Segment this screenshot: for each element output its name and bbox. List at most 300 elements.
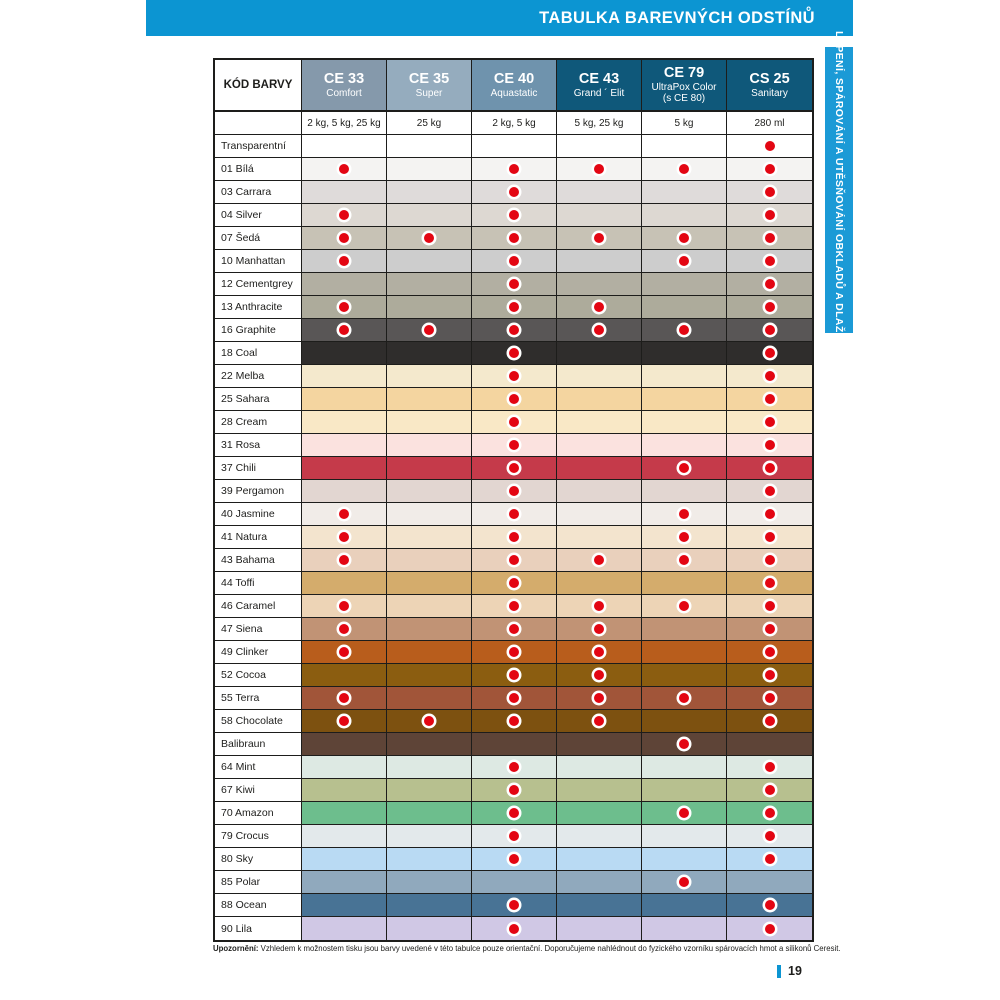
color-swatch-cell [472, 618, 557, 641]
color-swatch-cell [387, 296, 472, 319]
color-swatch-cell [642, 687, 727, 710]
color-swatch-cell [472, 710, 557, 733]
pack-size-cell: 25 kg [387, 112, 472, 135]
availability-dot-icon [679, 601, 689, 611]
availability-dot-icon [594, 624, 604, 634]
color-swatch-cell [472, 388, 557, 411]
color-swatch-cell [472, 802, 557, 825]
availability-dot-icon [339, 532, 349, 542]
page-title: TABULKA BAREVNÝCH ODSTÍNŮ [539, 8, 815, 27]
availability-dot-icon [509, 187, 519, 197]
color-swatch-cell [302, 871, 387, 894]
color-swatch-cell [727, 917, 812, 940]
availability-dot-icon [765, 463, 775, 473]
color-swatch-cell [472, 181, 557, 204]
availability-dot-icon [765, 716, 775, 726]
availability-dot-icon [509, 256, 519, 266]
availability-dot-icon [509, 394, 519, 404]
row-label: 52 Cocoa [215, 664, 302, 687]
availability-dot-icon [509, 279, 519, 289]
row-label: 40 Jasmine [215, 503, 302, 526]
availability-dot-icon [765, 394, 775, 404]
color-swatch-cell [727, 480, 812, 503]
color-swatch-cell [642, 273, 727, 296]
row-label: 79 Crocus [215, 825, 302, 848]
row-label: 28 Cream [215, 411, 302, 434]
color-swatch-cell [727, 526, 812, 549]
product-code: CE 43 [578, 70, 620, 87]
color-swatch-cell [302, 526, 387, 549]
color-swatch-cell [557, 664, 642, 687]
availability-dot-icon [594, 647, 604, 657]
availability-dot-icon [765, 302, 775, 312]
color-swatch-cell [727, 664, 812, 687]
color-swatch-cell [387, 434, 472, 457]
color-swatch-cell [557, 319, 642, 342]
product-code: CS 25 [749, 70, 790, 87]
availability-dot-icon [765, 440, 775, 450]
availability-dot-icon [509, 463, 519, 473]
color-swatch-cell [302, 434, 387, 457]
color-swatch-cell [387, 503, 472, 526]
color-swatch-cell [302, 480, 387, 503]
color-swatch-cell [727, 181, 812, 204]
availability-dot-icon [679, 164, 689, 174]
availability-dot-icon [509, 900, 519, 910]
color-swatch-cell [472, 825, 557, 848]
availability-dot-icon [509, 440, 519, 450]
color-swatch-cell [557, 572, 642, 595]
availability-dot-icon [509, 233, 519, 243]
color-swatch-cell [642, 365, 727, 388]
page-number-bar-icon [777, 965, 781, 978]
color-swatch-cell [472, 411, 557, 434]
availability-dot-icon [509, 831, 519, 841]
color-swatch-cell [727, 204, 812, 227]
color-swatch-cell [387, 549, 472, 572]
color-swatch-cell [472, 319, 557, 342]
color-swatch-cell [557, 526, 642, 549]
row-label: 47 Siena [215, 618, 302, 641]
availability-dot-icon [339, 256, 349, 266]
color-swatch-cell [727, 687, 812, 710]
availability-dot-icon [679, 233, 689, 243]
availability-dot-icon [339, 716, 349, 726]
availability-dot-icon [765, 831, 775, 841]
color-swatch-cell [472, 457, 557, 480]
color-swatch-cell [557, 342, 642, 365]
color-swatch-cell [557, 894, 642, 917]
color-swatch-cell [557, 158, 642, 181]
color-swatch-cell [472, 595, 557, 618]
color-swatch-cell [387, 158, 472, 181]
color-swatch-cell [302, 342, 387, 365]
availability-dot-icon [679, 693, 689, 703]
product-name: Grand ´ Elit [573, 87, 625, 99]
availability-dot-icon [765, 762, 775, 772]
color-swatch-cell [642, 549, 727, 572]
color-swatch-cell [302, 135, 387, 158]
color-swatch-cell [472, 687, 557, 710]
color-swatch-cell [727, 894, 812, 917]
pack-size-cell: 5 kg [642, 112, 727, 135]
product-name: Sanitary [751, 87, 788, 99]
color-swatch-cell [302, 503, 387, 526]
color-swatch-cell [472, 572, 557, 595]
color-swatch-cell [472, 549, 557, 572]
color-swatch-cell [472, 503, 557, 526]
color-swatch-cell [557, 595, 642, 618]
color-swatch-cell [472, 158, 557, 181]
page-number-block [777, 964, 802, 978]
product-name: Comfort [326, 87, 362, 99]
pack-size-cell: 2 kg, 5 kg, 25 kg [302, 112, 387, 135]
table-corner-header: KÓD BARVY [215, 60, 302, 112]
availability-dot-icon [765, 601, 775, 611]
availability-dot-icon [509, 716, 519, 726]
color-swatch-cell [642, 664, 727, 687]
row-label: 55 Terra [215, 687, 302, 710]
availability-dot-icon [679, 532, 689, 542]
color-swatch-cell [387, 894, 472, 917]
color-swatch-cell [472, 526, 557, 549]
availability-dot-icon [339, 325, 349, 335]
footnote-label: Upozornění: [213, 944, 259, 953]
color-swatch-cell [557, 756, 642, 779]
availability-dot-icon [765, 486, 775, 496]
availability-dot-icon [765, 187, 775, 197]
row-label: 70 Amazon [215, 802, 302, 825]
color-swatch-cell [727, 733, 812, 756]
availability-dot-icon [339, 164, 349, 174]
color-swatch-cell [727, 227, 812, 250]
availability-dot-icon [765, 509, 775, 519]
color-swatch-cell [387, 135, 472, 158]
color-swatch-cell [302, 388, 387, 411]
column-header-ce-79 [642, 60, 727, 112]
availability-dot-icon [765, 141, 775, 151]
color-swatch-cell [302, 664, 387, 687]
availability-dot-icon [765, 808, 775, 818]
availability-dot-icon [509, 210, 519, 220]
color-swatch-cell [387, 618, 472, 641]
color-swatch-cell [642, 480, 727, 503]
availability-dot-icon [339, 302, 349, 312]
color-swatch-cell [302, 572, 387, 595]
color-swatch-cell [642, 641, 727, 664]
availability-dot-icon [509, 417, 519, 427]
color-swatch-cell [472, 917, 557, 940]
row-label: 44 Toffi [215, 572, 302, 595]
color-swatch-cell [302, 296, 387, 319]
color-swatch-cell [727, 572, 812, 595]
availability-dot-icon [765, 210, 775, 220]
color-swatch-cell [557, 480, 642, 503]
color-swatch-cell [472, 641, 557, 664]
color-swatch-cell [727, 411, 812, 434]
color-swatch-cell [557, 388, 642, 411]
color-swatch-cell [642, 894, 727, 917]
availability-dot-icon [765, 854, 775, 864]
availability-dot-icon [765, 924, 775, 934]
color-swatch-cell [387, 204, 472, 227]
color-swatch-cell [557, 457, 642, 480]
color-swatch-cell [557, 296, 642, 319]
row-label: 07 Šedá [215, 227, 302, 250]
color-swatch-cell [642, 848, 727, 871]
availability-dot-icon [594, 555, 604, 565]
availability-dot-icon [509, 555, 519, 565]
color-swatch-cell [302, 848, 387, 871]
row-label: 46 Caramel [215, 595, 302, 618]
color-swatch-cell [302, 825, 387, 848]
availability-dot-icon [765, 325, 775, 335]
availability-dot-icon [509, 670, 519, 680]
availability-dot-icon [509, 601, 519, 611]
row-label: 25 Sahara [215, 388, 302, 411]
product-name: UltraPox Color [651, 81, 717, 93]
availability-dot-icon [339, 509, 349, 519]
color-swatch-cell [642, 779, 727, 802]
availability-dot-icon [509, 325, 519, 335]
color-swatch-cell [557, 250, 642, 273]
availability-dot-icon [679, 256, 689, 266]
availability-dot-icon [765, 624, 775, 634]
availability-dot-icon [679, 877, 689, 887]
color-swatch-cell [727, 595, 812, 618]
color-swatch-cell [727, 158, 812, 181]
row-label: 67 Kiwi [215, 779, 302, 802]
availability-dot-icon [765, 900, 775, 910]
availability-dot-icon [509, 532, 519, 542]
row-label: 03 Carrara [215, 181, 302, 204]
color-swatch-cell [387, 802, 472, 825]
color-swatch-cell [727, 871, 812, 894]
availability-dot-icon [509, 693, 519, 703]
color-swatch-cell [727, 756, 812, 779]
row-label: 16 Graphite [215, 319, 302, 342]
color-swatch-cell [727, 503, 812, 526]
availability-dot-icon [594, 716, 604, 726]
color-swatch-cell [642, 457, 727, 480]
availability-dot-icon [509, 578, 519, 588]
color-swatch-cell [557, 549, 642, 572]
color-swatch-cell [557, 733, 642, 756]
color-swatch-cell [387, 917, 472, 940]
color-swatch-cell [472, 227, 557, 250]
color-swatch-cell [387, 250, 472, 273]
row-label: 18 Coal [215, 342, 302, 365]
availability-dot-icon [594, 233, 604, 243]
availability-dot-icon [424, 325, 434, 335]
row-label: 01 Bílá [215, 158, 302, 181]
column-header-ce-35 [387, 60, 472, 112]
color-swatch-cell [642, 710, 727, 733]
page-number: 19 [788, 964, 802, 978]
availability-dot-icon [509, 302, 519, 312]
availability-dot-icon [765, 164, 775, 174]
availability-dot-icon [765, 670, 775, 680]
color-swatch-cell [557, 227, 642, 250]
row-label: Transparentní [215, 135, 302, 158]
color-swatch-cell [302, 595, 387, 618]
color-swatch-cell [642, 434, 727, 457]
color-swatch-cell [557, 917, 642, 940]
row-label: 43 Bahama [215, 549, 302, 572]
column-header-cs-25 [727, 60, 812, 112]
color-swatch-cell [472, 250, 557, 273]
color-swatch-cell [302, 250, 387, 273]
product-code: CE 33 [323, 70, 365, 87]
color-swatch-cell [387, 664, 472, 687]
color-swatch-cell [642, 250, 727, 273]
color-swatch-cell [302, 733, 387, 756]
color-swatch-cell [302, 687, 387, 710]
availability-dot-icon [509, 762, 519, 772]
color-swatch-cell [642, 917, 727, 940]
color-swatch-cell [557, 710, 642, 733]
color-swatch-cell [387, 871, 472, 894]
color-swatch-cell [302, 549, 387, 572]
color-swatch-cell [727, 250, 812, 273]
row-label: 04 Silver [215, 204, 302, 227]
color-swatch-cell [557, 779, 642, 802]
color-swatch-cell [557, 181, 642, 204]
color-swatch-cell [472, 135, 557, 158]
availability-dot-icon [424, 233, 434, 243]
color-swatch-cell [727, 434, 812, 457]
row-label: 31 Rosa [215, 434, 302, 457]
color-swatch-cell [642, 411, 727, 434]
top-banner [146, 0, 853, 36]
color-swatch-cell [387, 480, 472, 503]
color-swatch-cell [302, 273, 387, 296]
color-swatch-cell [387, 733, 472, 756]
color-swatch-cell [387, 411, 472, 434]
color-swatch-cell [302, 618, 387, 641]
availability-dot-icon [509, 486, 519, 496]
color-swatch-cell [387, 388, 472, 411]
pack-size-cell: 280 ml [727, 112, 812, 135]
color-swatch-cell [642, 158, 727, 181]
availability-dot-icon [679, 739, 689, 749]
availability-dot-icon [509, 164, 519, 174]
footnote [213, 944, 853, 953]
product-name: Aquastatic [490, 87, 538, 99]
availability-dot-icon [594, 693, 604, 703]
color-swatch-cell [302, 319, 387, 342]
color-swatch-cell [387, 641, 472, 664]
availability-dot-icon [765, 555, 775, 565]
footnote-text: Vzhledem k možnostem tisku jsou barvy uvedené v této tabulce pouze orientační. Doporučujeme nahlédnout do fyzického vzorníku spárovacích hmot a silikonů Ceresit. [258, 944, 841, 953]
color-swatch-cell [642, 503, 727, 526]
color-swatch-cell [387, 756, 472, 779]
availability-dot-icon [594, 325, 604, 335]
color-swatch-cell [302, 158, 387, 181]
color-swatch-cell [557, 135, 642, 158]
color-swatch-cell [727, 273, 812, 296]
pack-size-cell: 2 kg, 5 kg [472, 112, 557, 135]
availability-dot-icon [765, 279, 775, 289]
availability-dot-icon [765, 256, 775, 266]
color-swatch-cell [387, 595, 472, 618]
row-label: 12 Cementgrey [215, 273, 302, 296]
color-swatch-cell [472, 756, 557, 779]
color-swatch-cell [557, 411, 642, 434]
chapter-side-tab-label: LEPENÍ, SPÁROVÁNÍ A UTĚSŇOVÁNÍ OBKLADŮ A DLAŽBY [833, 31, 845, 349]
availability-dot-icon [509, 624, 519, 634]
availability-dot-icon [509, 371, 519, 381]
availability-dot-icon [765, 785, 775, 795]
color-swatch-cell [557, 848, 642, 871]
color-swatch-cell [642, 733, 727, 756]
color-swatch-cell [302, 641, 387, 664]
availability-dot-icon [594, 670, 604, 680]
row-label: 58 Chocolate [215, 710, 302, 733]
color-swatch-cell [727, 710, 812, 733]
pack-size-cell: 5 kg, 25 kg [557, 112, 642, 135]
color-swatch-cell [642, 756, 727, 779]
color-swatch-cell [387, 526, 472, 549]
color-swatch-cell [387, 572, 472, 595]
color-swatch-cell [472, 434, 557, 457]
availability-dot-icon [594, 164, 604, 174]
availability-dot-icon [339, 233, 349, 243]
color-swatch-cell [557, 618, 642, 641]
color-swatch-cell [642, 319, 727, 342]
availability-dot-icon [765, 578, 775, 588]
product-code: CE 35 [408, 70, 450, 87]
color-swatch-cell [642, 204, 727, 227]
color-swatch-cell [557, 871, 642, 894]
color-swatch-cell [727, 802, 812, 825]
color-swatch-cell [727, 457, 812, 480]
product-name-line2: (s CE 80) [662, 93, 706, 105]
color-swatch-cell [557, 204, 642, 227]
color-swatch-cell [387, 342, 472, 365]
product-name: Super [415, 87, 443, 99]
color-swatch-cell [387, 457, 472, 480]
color-swatch-cell [302, 411, 387, 434]
color-swatch-cell [472, 894, 557, 917]
availability-dot-icon [679, 509, 689, 519]
row-label: 49 Clinker [215, 641, 302, 664]
color-swatch-cell [387, 273, 472, 296]
color-swatch-cell [302, 710, 387, 733]
row-label: 80 Sky [215, 848, 302, 871]
product-code: CE 40 [493, 70, 535, 87]
color-swatch-cell [387, 779, 472, 802]
color-swatch-cell [472, 871, 557, 894]
availability-dot-icon [679, 325, 689, 335]
color-swatch-cell [557, 687, 642, 710]
color-swatch-cell [472, 480, 557, 503]
color-swatch-cell [557, 802, 642, 825]
color-swatch-cell [727, 779, 812, 802]
color-swatch-cell [557, 503, 642, 526]
row-label: 41 Natura [215, 526, 302, 549]
color-swatch-cell [727, 549, 812, 572]
color-swatch-cell [302, 365, 387, 388]
availability-dot-icon [509, 348, 519, 358]
row-label: 64 Mint [215, 756, 302, 779]
availability-dot-icon [339, 601, 349, 611]
color-swatch-cell [302, 917, 387, 940]
availability-dot-icon [339, 693, 349, 703]
row-label: 13 Anthracite [215, 296, 302, 319]
color-swatch-cell [727, 365, 812, 388]
column-header-ce-43 [557, 60, 642, 112]
